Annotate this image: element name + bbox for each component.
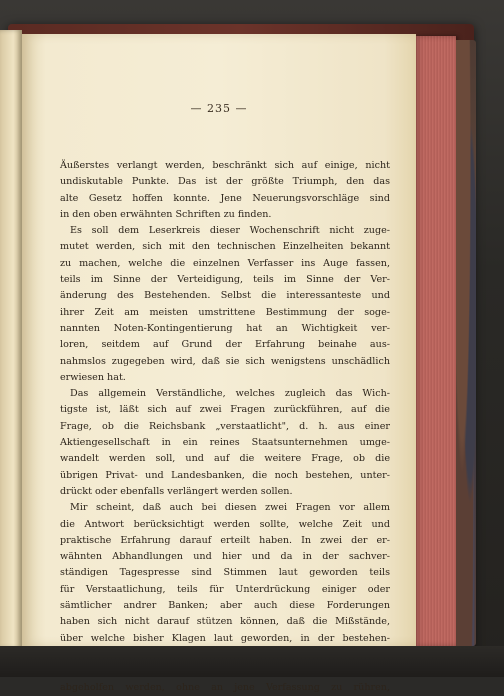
- text-line: zu machen, welche die einzelnen Verfasser ins Auge fassen,: [60, 257, 390, 269]
- text-line: undiskutable Punkte. Das ist der größte Triumph, den das: [60, 176, 390, 188]
- body-text: [60, 158, 390, 696]
- text-line: Aktiengesellschaft in ein reines Staatsunternehmen umge-: [60, 437, 390, 449]
- text-line: wandelt werden soll, und auf die weitere Frage, ob die: [60, 453, 390, 465]
- text-line: für Verstaatlichung, teils für Unterdrückung einiger oder: [60, 583, 390, 595]
- text-line: sämtlicher andrer Banken; aber auch diese Forderungen: [60, 600, 390, 612]
- text-line: ständigen Tagespresse sind Stimmen laut geworden teils: [60, 567, 390, 579]
- marbled-cover-edge: [456, 40, 476, 646]
- text-line: Es soll dem Leserkreis dieser Wochenschrift nicht zuge-: [70, 225, 390, 237]
- book-page: [22, 34, 416, 693]
- text-line: übrigen Privat- und Landesbanken, die noch bestehen, unter-: [60, 469, 390, 481]
- table-surface: [0, 646, 504, 677]
- text-line: erwiesen hat.: [60, 371, 126, 383]
- page-number: — 235 —: [190, 102, 248, 115]
- text-line: nannten Noten-Kontingentierung hat an Wichtigkeit ver-: [60, 322, 390, 334]
- text-line: haben sich nicht darauf stützen können, daß die Mißstände,: [60, 616, 390, 628]
- text-line: ihrer Zeit am meisten umstrittene Bestimmung der soge-: [60, 306, 390, 318]
- text-line: Das allgemein Verständliche, welches zugleich das Wich-: [70, 388, 390, 400]
- text-line: alte Gesetz hoffen konnte. Jene Neuerungsvorschläge sind: [60, 192, 390, 204]
- text-line: die Antwort berücksichtigt werden sollte, welche Zeit und: [60, 518, 390, 530]
- text-line: Äußerstes verlangt werden, beschränkt sich auf einige, nicht: [60, 160, 390, 171]
- text-line: Frage, ob die Reichsbank „verstaatlicht", d. h. aus einer: [60, 420, 390, 432]
- text-line: abgeholfen werden, ohne an jene Verfassung zu rühren,: [60, 681, 390, 693]
- text-line: in den oben erwähnten Schriften zu finden.: [60, 208, 272, 220]
- text-line: teils im Sinne der Verteidigung, teils im Sinne der Ver-: [60, 274, 390, 286]
- text-line: Mir scheint, daß auch bei diesen zwei Fragen vor allem: [70, 502, 390, 514]
- text-line: änderung des Bestehenden. Selbst die interessanteste und: [60, 290, 390, 302]
- left-page-edge: [0, 30, 22, 648]
- text-line: tigste ist, läßt sich auf zwei Fragen zurückführen, auf die: [60, 404, 390, 416]
- page-fore-edge: [414, 36, 456, 646]
- text-line: wähnten Abhandlungen und hier und da in der sachver-: [60, 551, 390, 563]
- text-line: mutet werden, sich mit den technischen Einzelheiten bekannt: [60, 241, 390, 253]
- text-line: nahmslos zugegeben wird, daß sie sich wenigstens unschädlich: [60, 355, 390, 367]
- text-line: praktische Erfahrung darauf erteilt haben. In zwei der er-: [60, 534, 390, 546]
- text-line: drückt oder ebenfalls verlängert werden sollen.: [60, 485, 293, 497]
- text-line: loren, seitdem auf Grund der Erfahrung beinahe aus-: [60, 339, 390, 351]
- text-line: über welche bisher Klagen laut geworden, in der bestehen-: [60, 632, 390, 644]
